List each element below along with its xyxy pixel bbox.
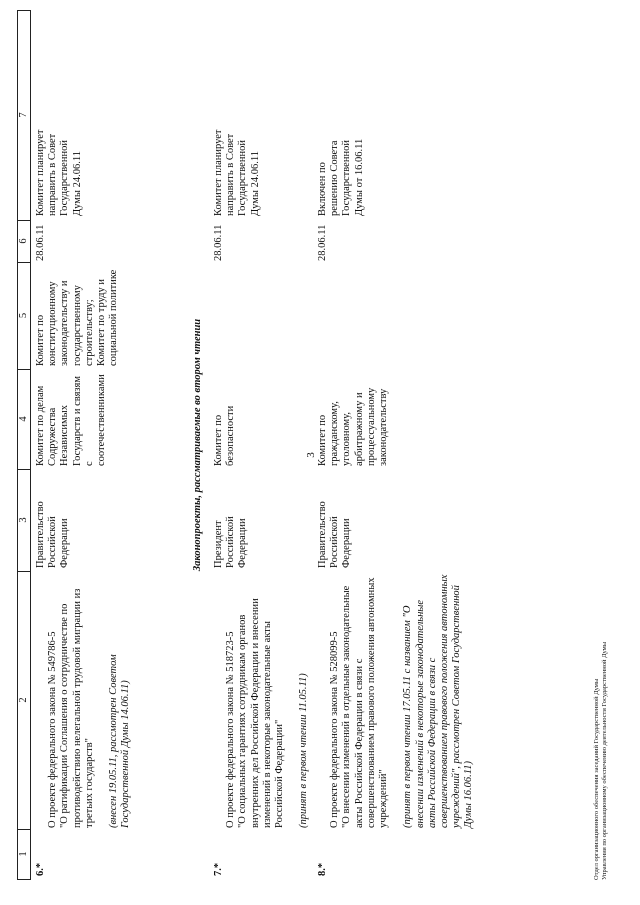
responsible-committee: Комитет по гражданскому, уголовному, арбитражному и процессуальному законодательству xyxy=(317,387,390,466)
co-committee: Комитет по конституционному законодательству и государственному строительству; Комитет по труду и социальной политике xyxy=(35,269,120,366)
initiator: Президент Российской Федерации xyxy=(213,516,249,568)
row-number: 6.* xyxy=(35,862,46,876)
col-divider xyxy=(17,829,31,830)
col-divider xyxy=(17,469,31,470)
initiator: Правительство Российской Федерации xyxy=(35,501,71,568)
row-number: 8.* xyxy=(317,862,328,876)
status: Комитет планирует направить в Совет Государственной Думы 24.06.11 xyxy=(35,129,83,216)
table-row xyxy=(213,10,318,880)
footer-line-1: Отдел организационного обеспечения заседаний Государственной Думы xyxy=(593,678,600,880)
responsible-committee: Комитет по делам Содружества Независимых Государств и связям с соотечественниками xyxy=(35,374,108,466)
date: 28.06.11 xyxy=(35,224,46,261)
bill-cell xyxy=(213,574,323,828)
col-6-number: 6 xyxy=(18,238,29,244)
date: 28.06.11 xyxy=(317,224,328,261)
rotated-table-page xyxy=(17,10,617,880)
col-2-number: 2 xyxy=(18,697,29,703)
col-1-number: 1 xyxy=(18,851,29,857)
col-divider xyxy=(17,220,31,221)
bill-note: (принят в первом чтении 11.05.11) xyxy=(298,673,310,828)
footer xyxy=(593,480,609,880)
bill-cell xyxy=(317,574,488,828)
page-number: 3 xyxy=(304,452,317,458)
col-divider xyxy=(17,369,31,370)
col-5-number: 5 xyxy=(18,312,29,319)
date: 28.06.11 xyxy=(213,224,224,261)
bill-title: О проекте федерального закона № 549786-5 "О ратификации Соглашения о сотрудничестве по противодействию нелегальной трудовой миграции из третьих государств" xyxy=(47,588,95,828)
bill-title: О проекте федерального закона № 518723-5 "О социальных гарантиях сотрудникам органов внутренних дел Российской Федерации и внесении изменений в некоторые законодательные акты Российской Федерации" xyxy=(225,598,286,828)
status: Включен по решению Совета Государственной Думы от 16.06.11 xyxy=(317,138,365,216)
col-4-number: 4 xyxy=(18,416,29,422)
bill-title: О проекте федерального закона № 528099-5 "О внесении изменений в отдельные законодательные акты Российской Федерации в связи с совершенствованием правового положения автономных учреждений" xyxy=(329,577,390,828)
row-number: 7.* xyxy=(213,862,224,876)
responsible-committee: Комитет по безопасности xyxy=(213,405,237,466)
bill-note: (внесен 19.05.11, рассмотрен Советом Государственной Думы 14.06.11) xyxy=(108,654,132,828)
table-row xyxy=(317,10,507,880)
column-number-header xyxy=(17,10,31,880)
table-row xyxy=(35,10,175,880)
footer-line-2: Управления по организационному обеспечению деятельности Государственной Думы xyxy=(601,641,608,880)
initiator: Правительство Российской Федерации xyxy=(317,501,353,568)
col-divider xyxy=(17,571,31,572)
bill-cell xyxy=(35,574,145,828)
col-divider xyxy=(17,262,31,263)
col-7-number: 7 xyxy=(18,112,29,118)
col-3-number: 3 xyxy=(18,517,29,523)
bill-note: (принят в первом чтении 17.05.11 с названием "О внесении изменений в некоторые законодательные акты Российской Федерации в связи с совершенствованием правового положения автономных учреждений", рассмотрен Советом Государственной Думы 16.06.11) xyxy=(402,574,475,828)
status: Комитет планирует направить в Совет Государственной Думы 24.06.11 xyxy=(213,129,261,216)
section-heading: Законопроекты, рассматриваемые во втором чтении xyxy=(192,318,203,572)
